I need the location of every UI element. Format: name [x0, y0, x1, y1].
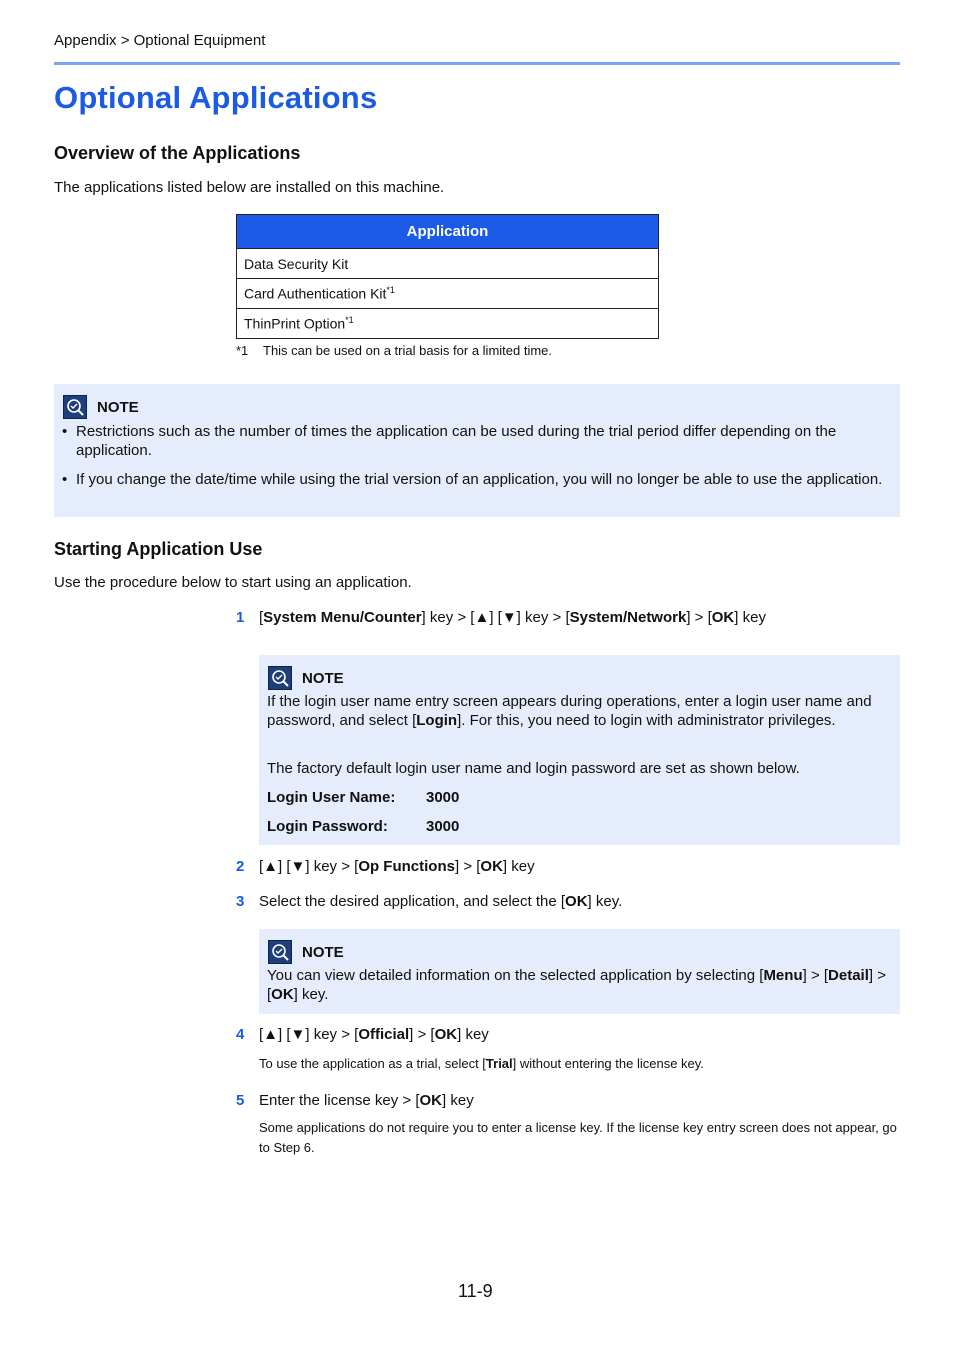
starting-intro: Use the procedure below to start using an application.	[54, 574, 412, 591]
note-icon	[268, 666, 292, 690]
table-header: Application	[237, 215, 659, 249]
note-box	[259, 655, 900, 845]
step-text: [▲] [▼] key > [Op Functions] > [OK] key	[259, 858, 535, 875]
step-number: 4	[236, 1026, 245, 1043]
step-number: 5	[236, 1092, 245, 1109]
table-footnote	[236, 343, 552, 358]
step-text: Enter the license key > [OK] key	[259, 1092, 474, 1109]
table-row	[237, 249, 659, 279]
step-subtext: To use the application as a trial, select [Trial] without entering the license key.	[259, 1056, 704, 1071]
table-row	[237, 309, 659, 339]
note-bullet: • If you change the date/time while using the trial version of an application, you will no longer be able to use the application.	[54, 470, 911, 489]
note-label: NOTE	[302, 669, 344, 687]
login-user-label: Login User Name:	[267, 789, 396, 806]
applications-table	[236, 214, 659, 339]
note-paragraph: If the login user name entry screen appears during operations, enter a login user name and password, and select [Login]. For this, you need to login with administrator privileges.	[267, 693, 872, 729]
table-cell: ThinPrint Option$^{*1}$	[237, 309, 659, 339]
login-password-value: 3000	[426, 818, 460, 835]
starting-heading: Starting Application Use	[54, 539, 263, 559]
note-header	[268, 940, 344, 964]
breadcrumb: Appendix > Optional Equipment	[54, 32, 266, 49]
table-row	[237, 279, 659, 309]
note-box	[54, 384, 900, 517]
login-user-value: 3000	[426, 789, 460, 806]
note-header	[268, 666, 344, 690]
header-rule	[54, 62, 900, 65]
page-title: Optional Applications	[54, 80, 378, 115]
footnote-ref: *1	[386, 285, 395, 296]
note-label: NOTE	[97, 398, 139, 416]
table-cell: Card Authentication Kit$^{*1}$	[237, 279, 659, 309]
note-icon	[268, 940, 292, 964]
footnote-ref: *1	[345, 315, 354, 326]
step-subtext: Some applications do not require you to enter a license key. If the license key entry screen does not appear, go to Step 6.	[259, 1120, 897, 1155]
footnote-text: This can be used on a trial basis for a limited time.	[263, 343, 553, 358]
table-cell: Data Security Kit	[237, 249, 659, 279]
overview-heading: Overview of the Applications	[54, 143, 301, 163]
step-text: Select the desired application, and select the [OK] key.	[259, 893, 623, 910]
note-icon	[63, 395, 87, 419]
login-password-label: Login Password:	[267, 818, 388, 835]
overview-intro: The applications listed below are installed on this machine.	[54, 179, 445, 196]
note-box	[259, 929, 900, 1014]
footnote-mark: *1	[236, 343, 249, 358]
step-text: [System Menu/Counter] key > [▲] [▼] key > [System/Network] > [OK] key	[259, 609, 766, 626]
note-bullet: • Restrictions such as the number of times the application can be used during the trial period differ depending on the application.	[54, 422, 911, 460]
note-header	[63, 395, 139, 419]
page-number: 11-9	[458, 1281, 493, 1301]
note-paragraph: You can view detailed information on the selected application by selecting [Menu] > [Detail] > [OK] key.	[267, 967, 887, 1003]
step-number: 3	[236, 893, 245, 910]
step-text: [▲] [▼] key > [Official] > [OK] key	[259, 1026, 489, 1043]
step-number: 2	[236, 858, 245, 875]
note-label: NOTE	[302, 943, 344, 961]
note-paragraph: The factory default login user name and login password are set as shown below.	[267, 760, 800, 777]
step-number: 1	[236, 609, 245, 626]
